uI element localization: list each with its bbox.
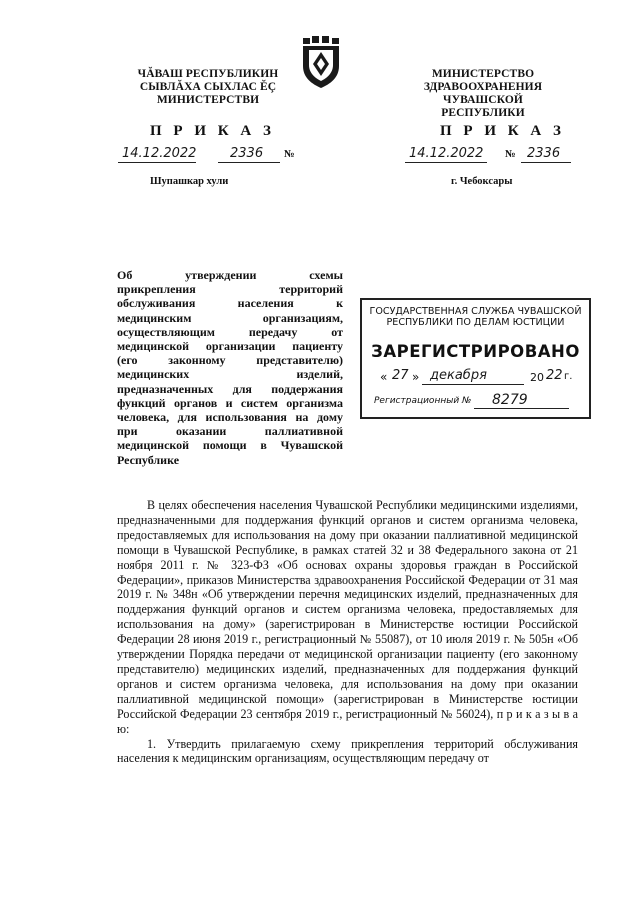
body-paragraph: 1. Утвердить прилагаемую схему прикрепления территорий обслуживания населения к медицинским организациям, осуществляющим передачу от xyxy=(117,736,578,766)
quote-mark: » xyxy=(412,370,420,384)
subject-line: медицинской организации пациенту xyxy=(117,339,343,354)
stamp-year-handwritten: 22 xyxy=(546,368,563,383)
subject-line: медицинским организациям, xyxy=(117,310,343,325)
subject-line: обслуживания населения к xyxy=(117,296,343,311)
quote-mark: « xyxy=(380,370,388,384)
number-handwritten: 2336 xyxy=(230,146,264,161)
subject-line: Об утверждении схемы xyxy=(117,268,343,282)
stamp-agency-line: ГОСУДАРСТВЕННАЯ СЛУЖБА ЧУВАШСКОЙ xyxy=(369,306,582,317)
number-underline xyxy=(521,162,571,163)
stamp-year-suffix: г. xyxy=(564,371,573,382)
header-right-line: МИНИСТЕРСТВО xyxy=(431,68,535,80)
stamp-date-underline xyxy=(422,384,524,385)
stamp-number-line xyxy=(374,392,574,410)
ministry-name-russian xyxy=(408,68,558,120)
subject-line: прикрепления территорий xyxy=(117,282,343,297)
stamp-date-line xyxy=(380,368,575,386)
number-sign: № xyxy=(284,149,295,160)
subject-line: при оказании паллиативной xyxy=(117,424,343,439)
subject-line: функций органов и систем организма xyxy=(117,395,343,410)
date-underline xyxy=(405,162,487,163)
stamp-agency xyxy=(362,306,589,328)
chuvash-emblem-icon xyxy=(300,36,342,90)
order-subject xyxy=(117,268,343,467)
date-number-right xyxy=(405,146,575,164)
stamp-number-underline xyxy=(474,408,569,409)
subject-line: медицинской помощи в Чувашской xyxy=(117,438,343,453)
order-title-right: П Р И К А З xyxy=(440,123,565,139)
header-left-line: МИНИСТЕРСТВИ xyxy=(156,94,260,106)
subject-line: предназначенных для поддержания xyxy=(117,381,343,396)
header-left-line: СЫВЛĂХА СЫХЛАС ĔÇ xyxy=(139,81,277,93)
body-paragraph: В целях обеспечения населения Чувашской Республики медицинскими изделиями, предназначенными для поддержания функций органов и систем организма человека, предоставляемых для использования на дому при оказании паллиативной медицинской помощи в Чувашской Республике, в рамках статей 32 и 38 Федерального закона от 21 ноября 2011 г. № 323-ФЗ «Об основах охраны здоровья граждан в Российской Федерации», приказов Министерства здравоохранения Российской Федерации от 31 мая 2019 г. № 348н «Об утверждении перечня медицинских изделий, предназначенных для поддержания функций органов и систем организма человека, предоставляемых для использования на дому» (зарегистрирован в Министерстве юстиции Российской Федерации 28 июня 2019 г., регистрационный № 55087), от 10 июля 2019 г. № 505н «Об утверждении Порядка передачи от медицинской организации пациенту (его законному представителю) медицинских изделий, предназначенных для поддержания функций органов и систем организма человека, для использования на дому при оказании паллиативной медицинской помощи» (зарегистрирован в Министерстве юстиции Российской Федерации 23 сентября 2019 г., регистрационный № 56024), п р и к а з ы в а ю: xyxy=(117,498,578,736)
header-right-line: ЧУВАШСКОЙ РЕСПУБЛИКИ xyxy=(441,94,525,119)
date-handwritten: 14.12.2022 xyxy=(122,146,197,161)
stamp-reg-number-handwritten: 8279 xyxy=(492,392,528,408)
city-chuvash: Шупашкар хули xyxy=(150,176,229,187)
subject-line: осуществляющим передачу от xyxy=(117,324,343,339)
order-body xyxy=(117,498,578,766)
subject-line: медицинских изделий, xyxy=(117,367,343,382)
stamp-registered: ЗАРЕГИСТРИРОВАНО xyxy=(371,342,580,361)
stamp-year-prefix: 20 xyxy=(530,371,544,384)
stamp-agency-line: РЕСПУБЛИКИ ПО ДЕЛАМ ЮСТИЦИИ xyxy=(386,317,565,328)
stamp-reg-label: Регистрационный № xyxy=(374,396,472,406)
date-underline xyxy=(118,162,196,163)
header-left-line: ЧĂВАШ РЕСПУБЛИКИН xyxy=(137,68,279,80)
stamp-day-handwritten: 27 xyxy=(392,368,409,383)
subject-line: человека, для использования на дому xyxy=(117,410,343,425)
registration-stamp xyxy=(360,298,591,419)
number-sign: № xyxy=(505,149,516,160)
subject-line: (его законному представителю) xyxy=(117,353,343,368)
stamp-month-handwritten: декабря xyxy=(430,368,487,383)
ministry-name-chuvash xyxy=(118,68,298,107)
header-right-line: ЗДРАВООХРАНЕНИЯ xyxy=(423,81,543,93)
city-russian: г. Чебоксары xyxy=(451,176,513,187)
order-title-left: П Р И К А З xyxy=(150,123,275,139)
number-handwritten: 2336 xyxy=(527,146,561,161)
date-handwritten: 14.12.2022 xyxy=(409,146,484,161)
date-number-left xyxy=(118,146,303,164)
number-underline xyxy=(218,162,280,163)
subject-line: Республике xyxy=(117,452,180,467)
